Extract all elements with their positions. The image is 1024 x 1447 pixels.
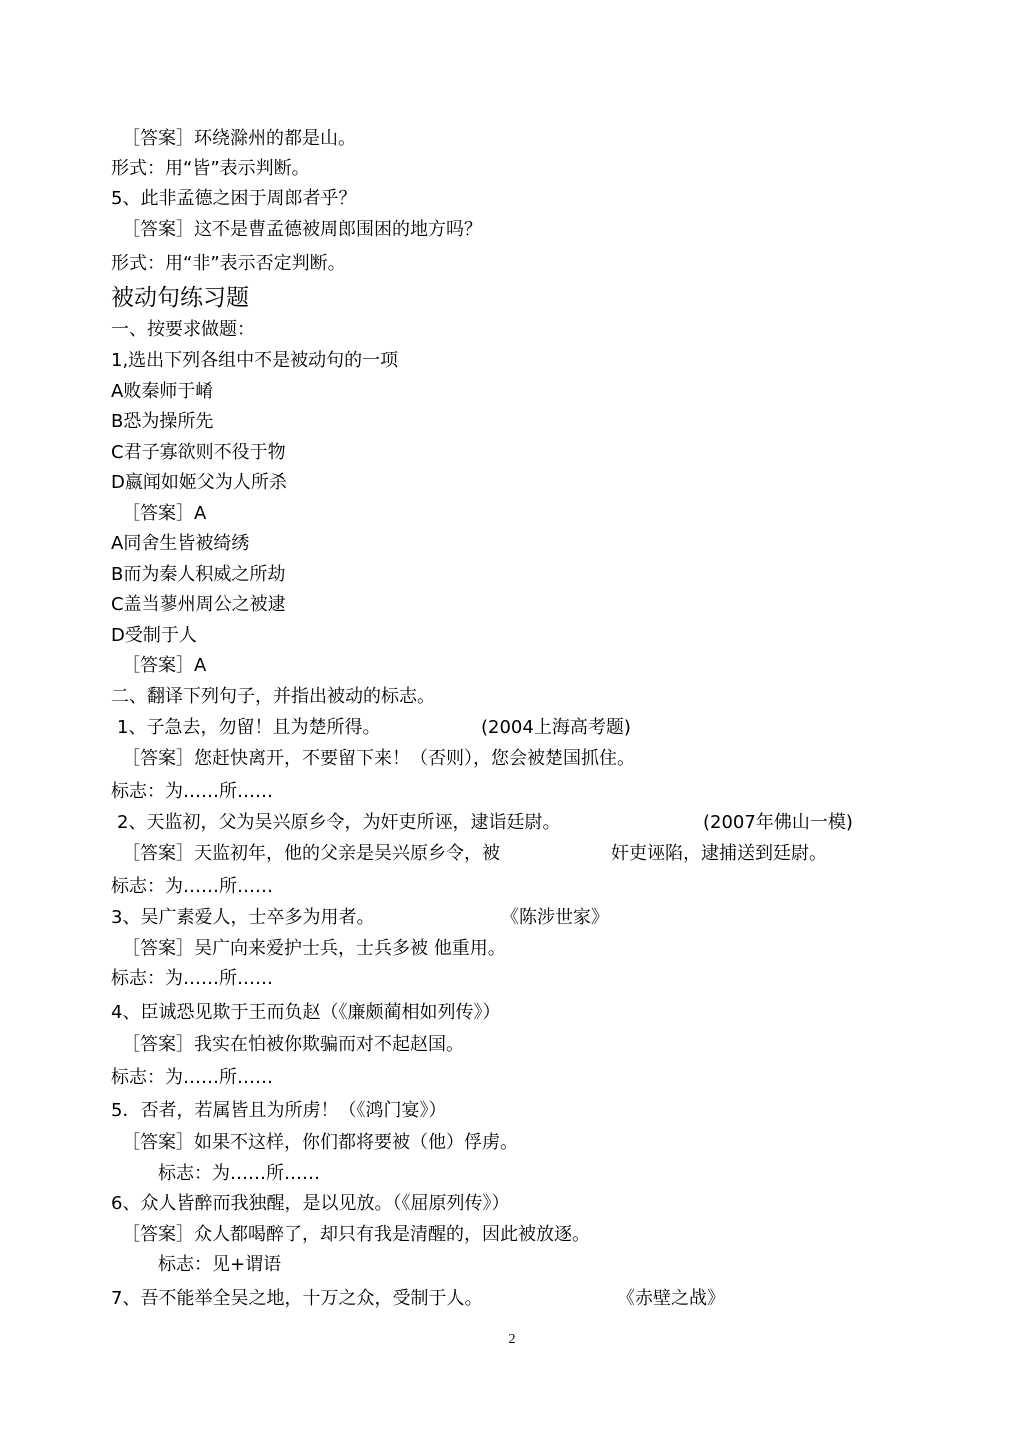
marker-line: 标志：为……所…… (111, 968, 273, 989)
answer-line-continuation: 奸吏诬陷，逮捕送到廷尉。 (611, 843, 827, 864)
answer-line: ［答案］我实在怕被你欺骗而对不起赵国。 (122, 1034, 464, 1055)
page-number: 2 (508, 1332, 516, 1347)
question-line: 5．否者，若属皆且为所虏！（《鸿门宴》） (111, 1100, 447, 1121)
option-line: A败秦师于崤 (111, 381, 214, 402)
answer-line: ［答案］这不是曹孟德被周郎围困的地方吗？ (122, 219, 482, 240)
form-line: 形式：用“非”表示否定判断。 (111, 253, 346, 274)
answer-line: ［答案］天监初年，他的父亲是吴兴原乡令，被 (122, 843, 500, 864)
question-line: 5、此非孟德之困于周郎者乎？ (111, 188, 357, 209)
section-heading: 被动句练习题 (111, 285, 249, 311)
answer-line: ［答案］A (122, 503, 207, 524)
answer-line: ［答案］您赶快离开，不要留下来！（否则），您会被楚国抓住。 (122, 748, 635, 769)
marker-line: 标志：见+谓语 (158, 1254, 282, 1275)
answer-line: ［答案］吴广向来爱护士兵，士兵多被 他重用。 (122, 938, 506, 959)
marker-line: 标志：为……所…… (158, 1163, 320, 1184)
marker-line: 标志：为……所…… (111, 876, 273, 897)
answer-line: ［答案］众人都喝醉了，却只有我是清醒的，因此被放逐。 (122, 1224, 590, 1245)
answer-line: ［答案］如果不这样，你们都将要被（他）俘虏。 (122, 1132, 518, 1153)
source-note: (2007年佛山一模) (703, 812, 853, 833)
question-line: 4、臣诚恐见欺于王而负赵（《廉颇蔺相如列传》） (111, 1002, 501, 1023)
option-line: C盖当蓼州周公之被逮 (111, 594, 286, 615)
source-note: (2004上海高考题) (481, 717, 631, 738)
option-line: C君子寡欲则不役于物 (111, 442, 286, 463)
question-line: 2、天监初，父为吴兴原乡令，为奸吏所诬，逮诣廷尉。 (117, 812, 561, 833)
instruction-line: 一、按要求做题： (111, 319, 255, 340)
form-line: 形式：用“皆”表示判断。 (111, 158, 310, 179)
question-line: 1、子急去，勿留！且为楚所得。 (117, 717, 381, 738)
answer-line: ［答案］A (122, 655, 207, 676)
question-line: 1,选出下列各组中不是被动句的一项 (111, 350, 399, 371)
option-line: D嬴闻如姬父为人所杀 (111, 472, 287, 493)
option-line: B恐为操所先 (111, 411, 214, 432)
marker-line: 标志：为……所…… (111, 781, 273, 802)
instruction-line: 二、翻译下列句子，并指出被动的标志。 (111, 686, 435, 707)
option-line: B而为秦人积威之所劫 (111, 564, 286, 585)
question-line: 3、吴广素爱人，士卒多为用者。 (111, 907, 375, 928)
option-line: A同舍生皆被绮绣 (111, 533, 250, 554)
answer-line: ［答案］环绕滁州的都是山。 (122, 128, 356, 149)
question-line: 7、吾不能举全吴之地，十万之众，受制于人。 (111, 1288, 483, 1309)
source-note: 《赤壁之战》 (617, 1288, 725, 1309)
source-note: 《陈涉世家》 (501, 907, 609, 928)
question-line: 6、众人皆醉而我独醒，是以见放。（《屈原列传》） (111, 1193, 510, 1214)
option-line: D受制于人 (111, 625, 197, 646)
marker-line: 标志：为……所…… (111, 1067, 273, 1088)
